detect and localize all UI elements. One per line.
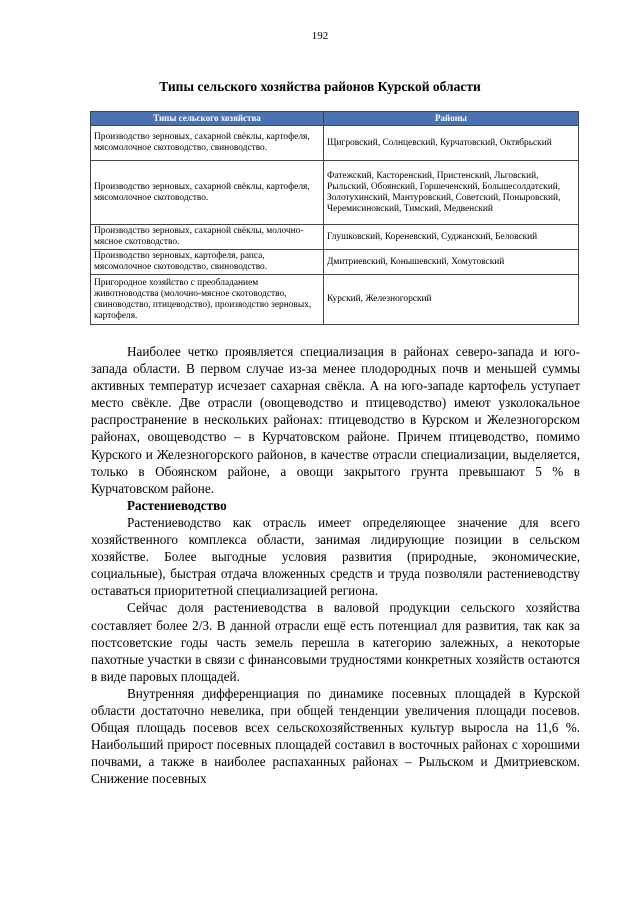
- paragraph: Наиболее четко проявляется специализация в районах северо-запада и юго-запада области. В первом случае из-за менее плодородных почв и меньшей суммы активных температур исчезает сахарная свёкла. А на юго-западе картофель уступает место свёкле. Две отрасли (овощеводство и птицеводство) имеют узколокальное распространение в нескольких районах: птицеводство в Курском и Железногорском районах, овощеводство – в Курчатовском районе. Причем птицеводство, помимо Курского и Железногорского районов, в качестве отрасли специализации, выделяется, только в Обоянском районе, а овощи закрытого грунта превышают 5 % в Курчатовском районе.: [91, 344, 580, 496]
- cell-districts: Фатежский, Касторенский, Пристенский, Льговский, Рыльский, Обоянский, Горшеченский, Большесолдатский, Золотухинский, Мантуровский, Советский, Поныровский, Черемисиновский, Тимский, Медвенский: [324, 161, 579, 225]
- table-row: [91, 225, 579, 250]
- paragraph: Растениеводство как отрасль имеет определяющее значение для всего хозяйственного комплекса области, занимая лидирующие позиции в сельском хозяйстве. Более выгодные условия развития (природные, экономические, социальные), быстрая отдача вложенных средств и труда позволяли растениеводству оставаться приоритетной специализацией региона.: [91, 514, 580, 599]
- page-number: 192: [311, 30, 329, 42]
- body-text: [91, 343, 580, 787]
- cell-districts: Дмитриевский, Конышевский, Хомутовский: [324, 250, 579, 275]
- column-header-types: Типы сельского хозяйства: [91, 112, 324, 126]
- table-header-row: [91, 112, 579, 126]
- table-row: [91, 126, 579, 161]
- table-row: [91, 250, 579, 275]
- table-row: [91, 275, 579, 325]
- section-heading: Растениеводство: [127, 497, 227, 513]
- table-row: [91, 161, 579, 225]
- cell-type: Производство зерновых, картофеля, рапса, мясомолочное скотоводство, свиноводство.: [91, 250, 324, 275]
- cell-type: Производство зерновых, сахарной свёклы, картофеля, мясомолочное скотоводство, свиноводство.: [91, 126, 324, 161]
- column-header-districts: Районы: [324, 112, 579, 126]
- cell-districts: Курский, Железногорский: [324, 275, 579, 325]
- cell-type: Пригородное хозяйство с преобладанием животноводства (молочно-мясное скотоводство, свиноводство, птицеводство), производство зерновых, картофеля.: [91, 275, 324, 325]
- cell-districts: Глушковский, Кореневский, Суджанский, Беловский: [324, 225, 579, 250]
- cell-districts: Щигровский, Солнцевский, Курчатовский, Октябрьский: [324, 126, 579, 161]
- cell-type: Производство зерновых, сахарной свёклы, картофеля, мясомолочное скотоводство.: [91, 161, 324, 225]
- agriculture-types-table: [90, 111, 579, 325]
- paragraph: Сейчас доля растениеводства в валовой продукции сельского хозяйства составляет более 2/3. В данной отрасли ещё есть потенциал для развития, так как за постсоветские годы часть земель перешла в категорию залежных, а некоторые пахотные участки в связи с финансовыми трудностями конкретных хозяйств остаются в виде паровых площадей.: [91, 600, 580, 684]
- cell-type: Производство зерновых, сахарной свёклы, молочно-мясное скотоводство.: [91, 225, 324, 250]
- paragraph: Внутренняя дифференциация по динамике посевных площадей в Курской области достаточно невелика, при общей тенденции увеличения площади посевов. Общая площадь посевов всех сельскохозяйственных культур выросла на 11,6 %. Наибольший прирост посевных площадей составил в восточных районах с хорошими почвами, а также в наиболее распаханных районах – Рыльском и Дмитриевском. Снижение посевных: [91, 685, 580, 787]
- table-title: Типы сельского хозяйства районов Курской области: [159, 79, 481, 94]
